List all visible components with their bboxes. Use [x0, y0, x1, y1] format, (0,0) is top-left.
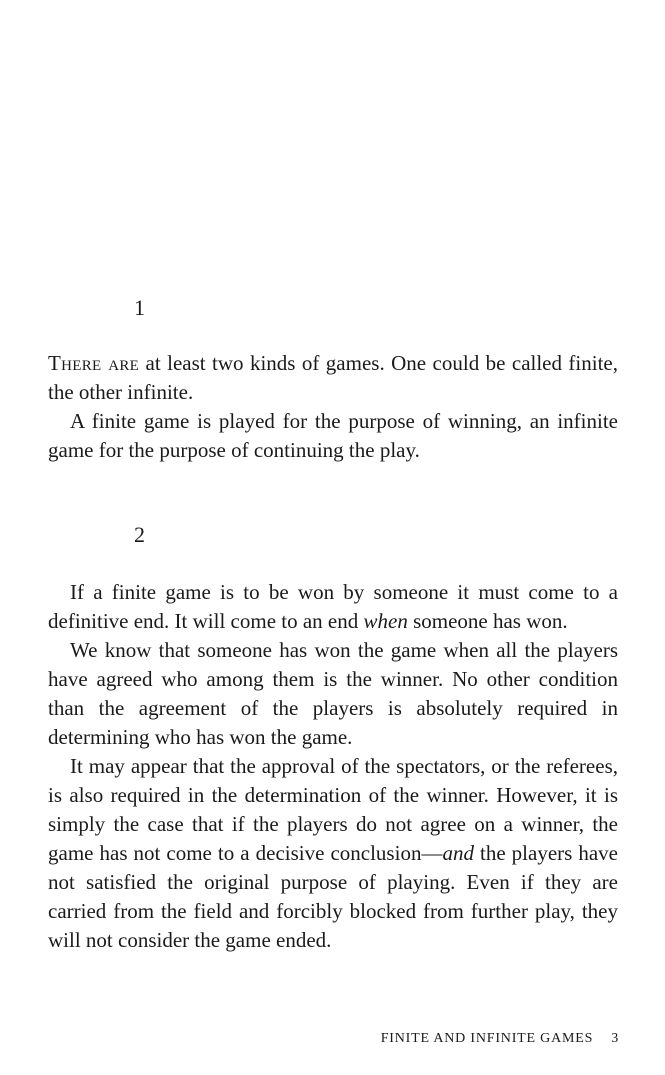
section-number: 2	[134, 522, 145, 547]
emphasis: and	[442, 841, 474, 865]
paragraph	[48, 578, 618, 636]
section-1-text	[48, 349, 618, 465]
paragraph: A finite game is played for the purpose of winning, an infinite game for the purpose of continuing the play.	[48, 409, 618, 462]
emphasis: when	[363, 609, 408, 633]
paragraph-text: at least two kinds of games. One could be called finite, the other infinite.	[48, 351, 618, 404]
page-number: 3	[611, 1031, 619, 1046]
paragraph	[48, 349, 618, 407]
paragraph	[48, 752, 618, 955]
paragraph-text: someone has won.	[407, 609, 568, 633]
section-2-text	[48, 578, 618, 955]
paragraph-text: the players have not satisfied the original purpose of playing. Even if they are carried from the field and forcibly blocked from further play, they will not consider the game ended.	[48, 841, 618, 952]
paragraph: We know that someone has won the game when all the players have agreed who among them is the winner. No other condition than the agreement of the players is absolutely required in determining who has won the game.	[48, 638, 618, 749]
paragraph-text: If a finite game is to be won by someone it must come to a definitive end. It will come to an end	[48, 580, 618, 633]
section-number: 1	[134, 295, 145, 320]
paragraph-text: It may appear that the approval of the spectators, or the referees, is also required in the determination of the winner. However, it is simply the case that if the players do not agree on a winner, the game has not come to a decisive conclusion—	[48, 754, 618, 865]
paragraph-lead: There are	[48, 351, 140, 375]
running-title: FINITE AND INFINITE GAMES	[380, 1031, 594, 1046]
page-footer	[381, 1031, 619, 1047]
